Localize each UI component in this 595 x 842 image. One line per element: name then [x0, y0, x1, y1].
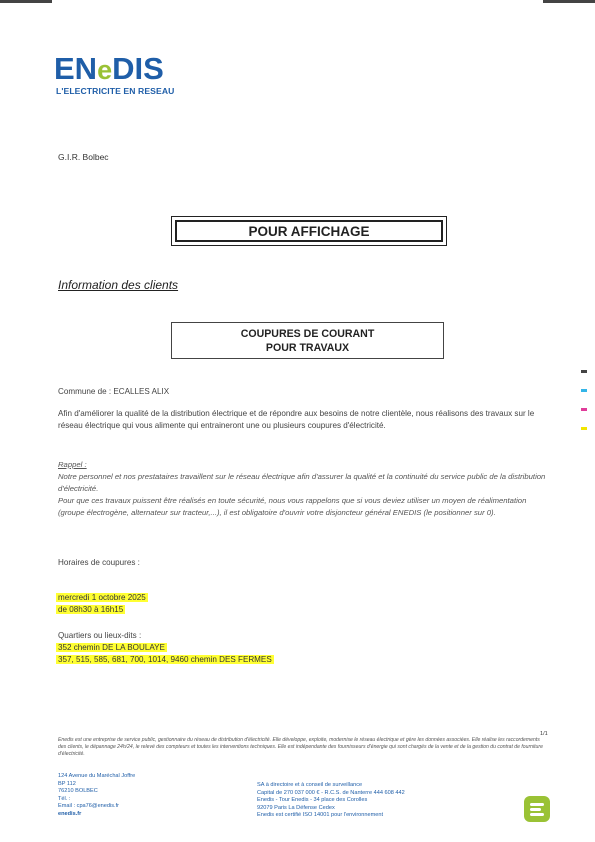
- coupures-line2: POUR TRAVAUX: [265, 342, 350, 354]
- footer-bp: BP 112: [58, 780, 76, 787]
- footer-street: 124 Avenue du Maréchal Joffre: [58, 773, 136, 779]
- footer-address-column: [58, 773, 135, 819]
- coupures-box: [171, 322, 444, 359]
- pour-affichage-box: [171, 216, 447, 246]
- date-highlight: mercredi 1 octobre 2025: [58, 593, 146, 602]
- scan-mark-left: [0, 0, 52, 3]
- footer-iso: Enedis est certifié ISO 14001 pour l'environnement: [257, 812, 384, 819]
- footer-hq-city: 92079 Paris La Défense Cedex: [257, 804, 335, 811]
- hours-highlight: de 08h30 à 16h15: [58, 605, 124, 614]
- logo-text-dis: DIS: [112, 51, 164, 86]
- address2-highlight: 357, 515, 585, 681, 700, 1014, 9460 chemin DES FERMES: [58, 655, 272, 664]
- info-title: Information des clients: [58, 278, 179, 292]
- scan-mark-right: [543, 0, 595, 3]
- address2-line: [56, 654, 274, 666]
- horaires-label: Horaires de coupures :: [58, 558, 140, 567]
- registration-mark-black: [581, 370, 587, 373]
- hours-line: [56, 604, 125, 616]
- registration-mark-magenta: [581, 408, 587, 411]
- commune-line: Commune de : ECALLES ALIX: [58, 387, 170, 396]
- footer-website: enedis.fr: [58, 810, 82, 817]
- intro-paragraph: Afin d'améliorer la qualité de la distribution électrique et de répondre aux besoins de notre clientèle, nous réalisons des travaux sur le réseau électrique qui vous alimente qui entraineront une ou plusieurs coupures d'électricité.: [58, 409, 535, 430]
- rappel-line1: Notre personnel et nos prestataires travaillent sur le réseau électrique afin d'assurer la qualité et la continuité du service public de la distribution d'électricité.: [58, 472, 546, 493]
- sender-name: G.I.R. Bolbec: [58, 152, 109, 162]
- registration-mark-cyan: [581, 389, 587, 392]
- footer-legal-text: Enedis est une entreprise de service public, gestionnaire du réseau de distribution d'électricité. Elle développe, exploite, modernise le réseau électrique et gère les données associées. Elle réalise les raccordements des clients, le dépannage 24h/24, le relevé des compteurs et toutes les interventions techniques. Elle est indépendante des fournisseurs d'énergie qui sont chargés de la vente et de la gestion du contrat de fourniture d'électricité.: [58, 737, 543, 758]
- footer-email: Email : cpa76@enedis.fr: [58, 803, 120, 810]
- page-number: 1/1: [540, 731, 548, 737]
- pour-affichage-label: POUR AFFICHAGE: [175, 220, 443, 242]
- rappel-block: [58, 459, 553, 519]
- logo-text-e: e: [97, 55, 113, 85]
- address1-line: [56, 642, 167, 654]
- footer-hq: Enedis - Tour Enedis - 34 place des Corolles: [257, 797, 368, 804]
- footer-capital: Capital de 270 037 000 € - R.C.S. de Nanterre 444 608 442: [257, 789, 405, 796]
- coupures-line1: COUPURES DE COURANT: [240, 328, 375, 340]
- enedis-logo: [54, 51, 164, 87]
- enedis-small-logo-icon: [523, 795, 551, 823]
- registration-mark-yellow: [581, 427, 587, 430]
- rappel-line2: Pour que ces travaux puissent être réalisés en toute sécurité, nous vous rappelons que si vous deviez utiliser un moyen de réalimentation (groupe électrogène, alternateur sur tracteur,...), il est obligatoire d'ouvrir votre disjoncteur général ENEDIS (le positionner sur 0).: [58, 496, 527, 517]
- footer-company-type: SA à directoire et à conseil de surveillance: [257, 782, 363, 788]
- quartiers-label: Quartiers ou lieux-dits :: [58, 631, 142, 640]
- date-line: [56, 592, 148, 604]
- rappel-title: Rappel :: [58, 460, 87, 469]
- footer-phone: Tél. :: [58, 795, 71, 802]
- logo-text-en: EN: [54, 51, 98, 86]
- logo-tagline: L'ELECTRICITE EN RESEAU: [56, 86, 175, 96]
- footer-city: 76210 BOLBEC: [58, 788, 98, 795]
- footer-company-column: [257, 782, 405, 820]
- address1-highlight: 352 chemin DE LA BOULAYE: [58, 643, 165, 652]
